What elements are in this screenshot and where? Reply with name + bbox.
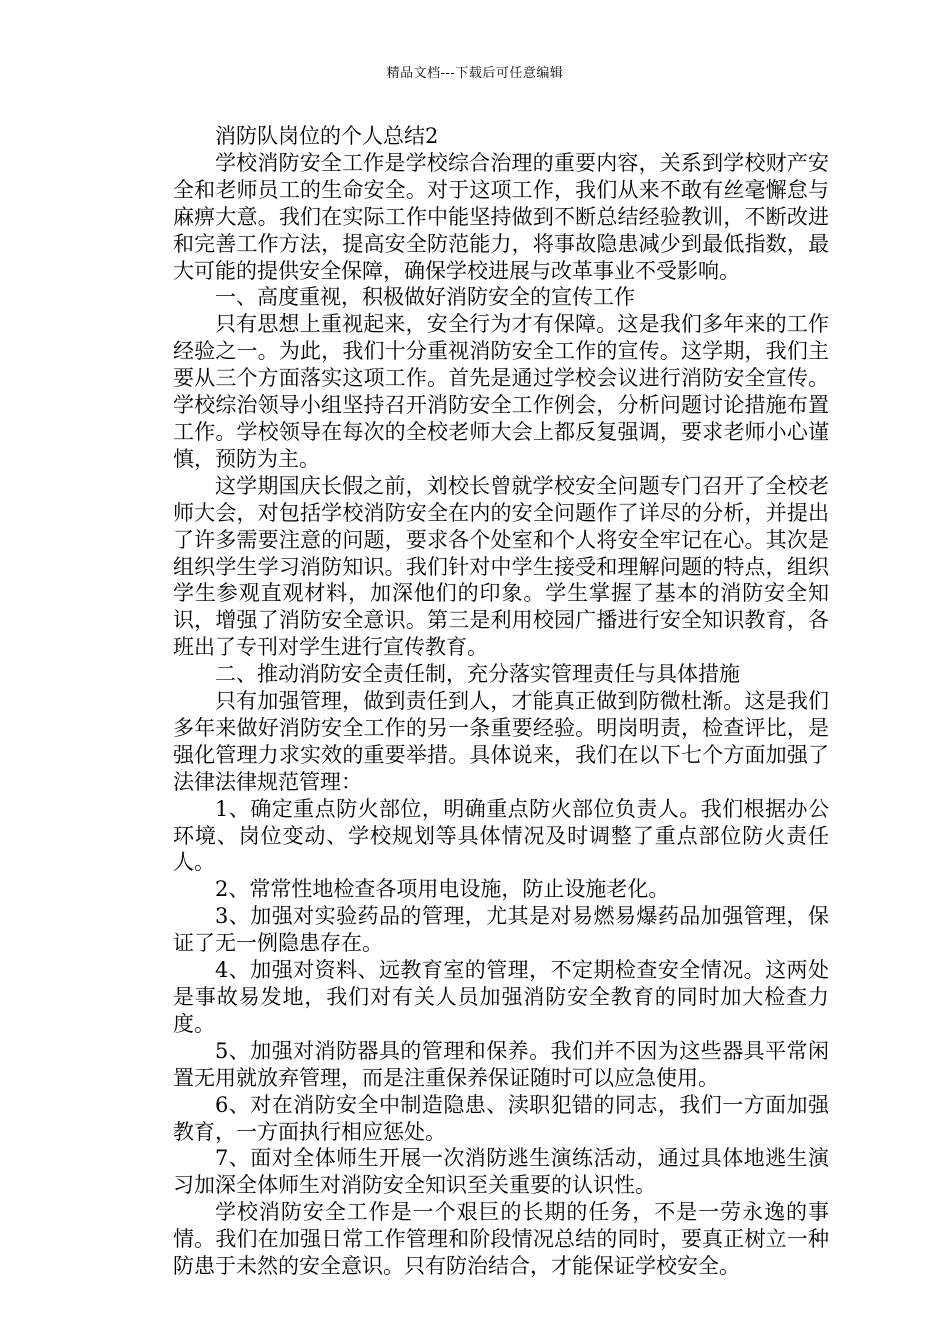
paragraph-conclusion: 学校消防安全工作是一个艰巨的长期的任务，不是一劳永逸的事情。我们在加强日常工作管理和阶段情况总结的同时，要真正树立一种防患于未然的安全意识。只有防治结合，才能保证学校安全。 [173,1200,829,1279]
paragraph: 只有思想上重视起来，安全行为才有保障。这是我们多年来的工作经验之一。为此，我们十分重视消防安全工作的宣传。这学期，我们主要从三个方面落实这项工作。首先是通过学校会议进行消防安全宣传。学校综治领导小组坚持召开消防安全工作例会，分析问题讨论措施布置工作。学校领导在每次的全校老师大会上都反复强调，要求老师小心谨慎，预防为主。 [173,312,829,471]
list-item: 6、对在消防安全中制造隐患、渎职犯错的同志，我们一方面加强教育，一方面执行相应惩处。 [173,1092,829,1144]
section-heading-1: 一、高度重视，积极做好消防安全的宣传工作 [215,285,635,310]
list-item: 7、面对全体师生开展一次消防逃生演练活动，通过具体地逃生演习加深全体师生对消防安全知识至关重要的认识性。 [173,1146,829,1198]
document-body [173,123,829,1280]
list-item: 2、常常性地检查各项用电设施，防止设施老化。 [215,877,670,902]
paragraph: 只有加强管理，做到责任到人，才能真正做到防微杜渐。这是我们多年来做好消防安全工作的另一条重要经验。明岗明责，检查评比，是强化管理力求实效的重要举措。具体说来，我们在以下七个方面加强了法律法律规范管理： [173,689,829,794]
list-item: 4、加强对资料、远教育室的管理，不定期检查安全情况。这两处是事故易发地，我们对有关人员加强消防安全教育的同时加大检查力度。 [173,958,829,1036]
list-item: 1、确定重点防火部位，明确重点防火部位负责人。我们根据办公环境、岗位变动、学校规划等具体情况及时调整了重点部位防火责任人。 [173,796,829,875]
paragraph-intro: 学校消防安全工作是学校综合治理的重要内容，关系到学校财产安全和老师员工的生命安全。对于这项工作，我们从来不敢有丝毫懈怠与麻痹大意。我们在实际工作中能坚持做到不断总结经验教训，不断改进和完善工作方法，提高安全防范能力，将事故隐患减少到最低指数，最大可能的提供安全保障，确保学校进展与改革事业不受影响。 [173,150,829,283]
list-item: 3、加强对实验药品的管理，尤其是对易燃易爆药品加强管理，保证了无一例隐患存在。 [173,904,829,956]
section-heading-2: 二、推动消防安全责任制，充分落实管理责任与具体措施 [215,662,740,687]
document-title: 消防队岗位的个人总结2 [215,124,439,148]
list-item: 5、加强对消防器具的管理和保养。我们并不因为这些器具平常闲置无用就放弃管理，而是注重保养保证随时可以应急使用。 [173,1038,829,1090]
paragraph: 这学期国庆长假之前，刘校长曾就学校安全问题专门召开了全校老师大会，对包括学校消防安全在内的安全问题作了详尽的分析，并提出了许多需要注意的问题，要求各个处室和个人将安全牢记在心。其次是组织学生学习消防知识。我们针对中学生接受和理解问题的特点，组织学生参观直观材料，加深他们的印象。学生掌握了基本的消防安全知识，增强了消防安全意识。第三是利用校园广播进行安全知识教育，各班出了专刊对学生进行宣传教育。 [173,473,829,660]
page-header: 精品文档---下载后可任意编辑 [386,66,564,81]
